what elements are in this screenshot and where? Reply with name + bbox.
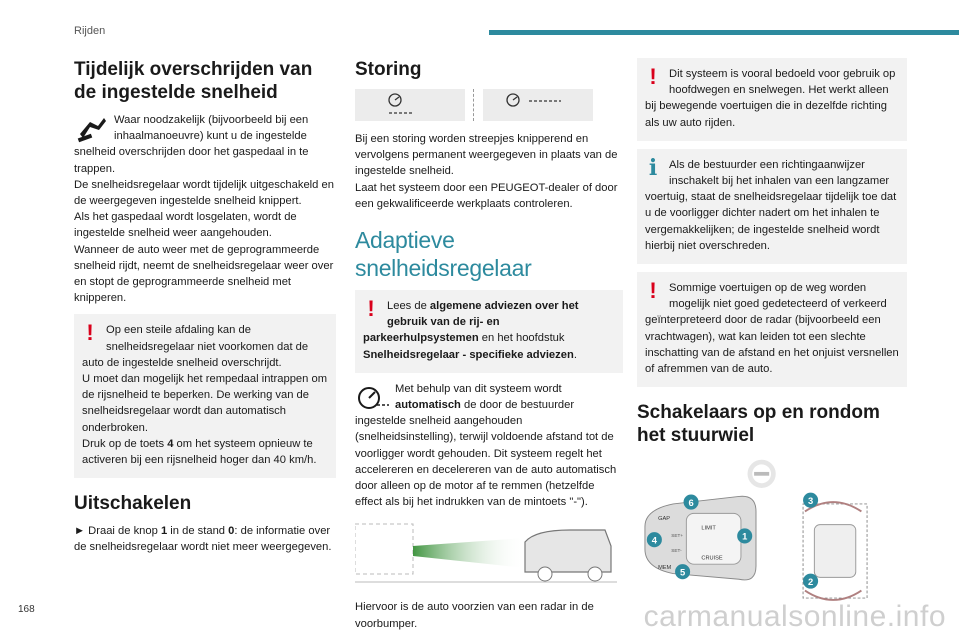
note-highways-text: Dit systeem is vooral bedoeld voor gebruik op hoofdwegen en snelwegen. Het werkt alleen bij bewegende voertuigen die in dezelfde richting als uw auto rijden. xyxy=(645,68,896,129)
column-3 xyxy=(637,58,907,620)
callout-4: 4 xyxy=(651,534,657,546)
label-gap: GAP xyxy=(658,516,671,523)
callout-6: 6 xyxy=(688,497,694,509)
running-header: Rijden xyxy=(74,25,106,37)
steering-wheel-icon xyxy=(748,460,776,488)
info-icon: i xyxy=(648,154,658,181)
label-limit: LIMIT xyxy=(701,525,716,532)
warning-note-general-advice xyxy=(355,290,623,373)
fault-paragraph-1: Bij een storing worden streepjes knipperend en vervolgens permanent weergegeven in plaats van de ingestelde snelheid. xyxy=(355,133,618,178)
accelerator-pedal-icon xyxy=(74,112,110,144)
info-note-overtaking xyxy=(637,149,907,264)
callout-5: 5 xyxy=(679,566,686,578)
note-advice-text: Lees de algemene adviezen over het gebruik van de rij- en parkeerhulpsystemen en het hoofdstuk Snelheidsregelaar - specifieke adviezen. xyxy=(363,300,579,361)
steering-wheel-switches-figure xyxy=(637,455,907,615)
override-paragraph-4: Wanneer de auto weer met de geprogrammeerde snelheid rijdt, neemt de snelheidsregelaar weer over en stopt de geprogrammeerde snelheid met knipperen. xyxy=(74,243,334,305)
adaptive-description: Met behulp van dit systeem wordt automatisch de door de bestuurder ingestelde snelheid aangehouden (snelheidsinstelling), terwijl voldoende afstand tot de voorligger wordt gehouden. Dit systeem regelt het accelereren en decelereren van de auto automatisch door alleen op de motor af te remmen (hetzelfde effect als bij het indrukken van de mintoets "-"). xyxy=(355,382,617,509)
warning-icon: ! xyxy=(367,296,375,322)
column-2 xyxy=(355,58,623,632)
callout-1: 1 xyxy=(742,530,748,542)
label-set-plus: SET+ xyxy=(671,533,684,539)
callout-3: 3 xyxy=(807,495,814,507)
fault-paragraph-2: Laat het systeem door een PEUGEOT-dealer of door een gekwalificeerde werkplaats controleren. xyxy=(355,181,618,210)
note-text-b: U moet dan mogelijk het rempedaal intrappen om de rijsnelheid te beperken. De werking van de snelheidsregelaar wordt dan automatisch onderbroken. xyxy=(82,373,328,434)
section-title-fault: Storing xyxy=(355,59,422,80)
column-1 xyxy=(74,58,336,556)
label-set-minus: SET- xyxy=(671,548,682,554)
section-title-adaptive-cruise: Adaptieve snelheidsregelaar xyxy=(355,227,532,282)
header-accent-bar xyxy=(489,30,959,35)
switch-off-text: ► Draai de knop 1 in de stand 0: de informatie over de snelheidsregelaar wordt niet meer weergegeven. xyxy=(74,525,332,554)
override-paragraph-1: Waar noodzakelijk (bijvoorbeeld bij een inhaalmanoeuvre) kunt u de ingestelde snelheid overschrijden door het gaspedaal in te trappen. xyxy=(74,114,309,175)
speed-display-dashes-icon xyxy=(483,89,593,121)
callout-2: 2 xyxy=(807,576,814,588)
note-text-a: Op een steile afdaling kan de snelheidsregelaar niet voorkomen dat de auto de ingestelde snelheid overschrijdt. xyxy=(82,324,309,369)
figure-divider xyxy=(473,89,475,121)
adaptive-cruise-icon xyxy=(355,381,391,413)
label-cruise: CRUISE xyxy=(701,555,723,562)
speed-display-dashes-icon xyxy=(355,89,465,121)
radar-text: Hiervoor is de auto voorzien van een radar in de voorbumper. xyxy=(355,601,594,630)
warning-note-highways xyxy=(637,58,907,141)
warning-icon: ! xyxy=(86,320,94,346)
radar-illustration xyxy=(355,516,617,586)
warning-icon: ! xyxy=(649,64,657,89)
fault-display-figure xyxy=(355,87,623,123)
watermark: carmanualsonline.info xyxy=(643,600,946,633)
warning-note-descent xyxy=(74,314,336,478)
label-mem: MEM xyxy=(658,565,672,572)
warning-note-detection xyxy=(637,272,907,387)
section-title-switch-off: Uitschakelen xyxy=(74,493,192,515)
note-text-c: Druk op de toets 4 om het systeem opnieuw te activeren bij een rijsnelheid hoger dan 40 km/h. xyxy=(82,437,317,467)
note-overtaking-text: Als de bestuurder een richtingaanwijzer inschakelt bij het inhalen van een langzamer voertuig, staat de snelheidsregelaar tijdelijk toe dat u de voorligger dichter nadert om het inhalen te vergemakkelijken; de ingestelde snelheid wordt hierbij niet overschreden. xyxy=(645,158,897,252)
override-paragraph-2: De snelheidsregelaar wordt tijdelijk uitgeschakeld en de weergegeven ingestelde snelheid knippert. xyxy=(74,178,334,208)
warning-icon: ! xyxy=(649,278,657,304)
section-title-steering-switches: Schakelaars op en rondom het stuurwiel xyxy=(637,402,880,447)
section-title-temp-override: Tijdelijk overschrijden van de ingestelde snelheid xyxy=(74,59,313,103)
override-paragraph-3: Als het gaspedaal wordt losgelaten, wordt de ingestelde snelheid weer aangehouden. xyxy=(74,211,297,240)
page-number: 168 xyxy=(18,604,35,615)
note-detection-text: Sommige voertuigen op de weg worden mogelijk niet goed gedetecteerd of verkeerd geïnterpreteerd door de radar (bijvoorbeeld een vrachtwagen), wat kan leiden tot een slechte inschatting van de afstand en het onjuist versnellen of afremmen van de auto. xyxy=(645,282,899,376)
